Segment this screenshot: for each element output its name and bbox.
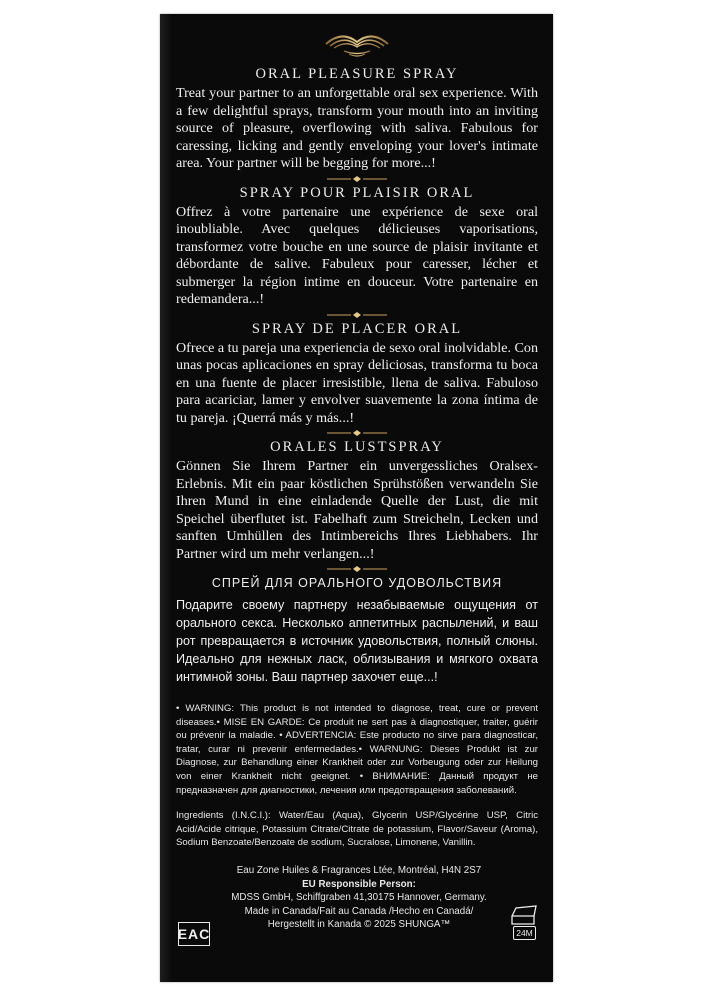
pao-jar-icon (506, 904, 540, 946)
section-title-ru: СПРЕЙ ДЛЯ ОРАЛЬНОГО УДОВОЛЬСТВИЯ (211, 576, 503, 590)
footer-area (176, 864, 538, 954)
gold-divider-icon (176, 427, 538, 439)
section-body-de: Gönnen Sie Ihrem Partner ein unvergessliches Oralsex-Erlebnis. Mit ein paar köstlichen Sprühstößen verwandeln Sie Ihren Mund in eine einladende Quelle der Lust, die mit Speichel überflutet ist. Fabelhaft zum Streicheln, Lecken und sanften Umhüllen des Intimbereichs Ihres Liebhabers. Ihr Partner wird um mehr verlangen...! (176, 458, 538, 562)
eac-mark-icon (178, 922, 210, 946)
gold-divider-icon (176, 563, 538, 575)
box-content (176, 26, 538, 954)
section-title-en: ORAL PLEASURE SPRAY (255, 66, 459, 82)
eu-responsible-label: EU Responsible Person: (302, 878, 416, 890)
box-edge-shading (160, 14, 172, 982)
spacer (176, 686, 538, 702)
warning-text: • WARNING: This product is not intended to diagnose, treat, cure or prevent diseases.• MISE EN GARDE: Ce produit ne sert pas à diagnostiquer, traiter, guérir ou prévenir la maladie. • ADVERTENCIA: Este producto no sirve para diagnosticar, tratar, curar ni prevenir enfermedades.• WARNUNG: Dieses Produkt ist zur Diagnose, zur Behandlung einer Krankheit oder zur Vorbeugung oder zur Heilung von einer Krankheit nicht geeignet. • ВНИМАНИЕ: Данный продукт не предназначен для диагностики, лечения или предотвращения заболеваний. (176, 703, 538, 796)
copyright-line: Hergestellt in Kanada © 2025 SHUNGA™ (267, 919, 451, 931)
section-title-fr: SPRAY POUR PLAISIR ORAL (239, 184, 475, 201)
section-body-es: Ofrece a tu pareja una experiencia de sexo oral inolvidable. Con unas pocas aplicaciones en spray deliciosas, transforma tu boca en una fuente de placer irresistible, llena de saliva. Fabuloso para acariciar, lamer y envolver suavemente la zona íntima de tu pareja. ¡Querrá más y más...! (176, 339, 538, 426)
gold-divider-icon (176, 173, 538, 185)
ingredients-text: Ingredients (I.N.C.I.): Water/Eau (Aqua), Glycerin USP/Glycérine USP, Citric Acid/Acide citrique, Potassium Citrate/Citrate de potassium, Flavor/Saveur (Aroma), Sodium Benzoate/Benzoate de sodium, Sucralose, Limonene, Vanillin. (176, 810, 538, 849)
section-body-en: Treat your partner to an unforgettable oral sex experience. With a few delightful sprays, transform your mouth into an inviting source of pleasure, overflowing with saliva. Fabulous for caressing, licking and gently enveloping your lover's intimate area. Your partner will be begging for more...! (176, 85, 538, 171)
pao-label: 24M (513, 926, 536, 940)
footer-text (216, 864, 502, 932)
section-body-fr: Offrez à votre partenaire une expérience de sexe oral inoubliable. Avec quelques délicieuses vaporisations, transformez votre bouche en une source de plaisir invitante et débordante de salive. Fabuleux pour caresser, lécher et submerger la région intime en douceur. Votre partenaire en redemandera...! (176, 203, 538, 307)
shunga-emblem-icon (176, 26, 538, 66)
eu-responsible-address: MDSS GmbH, Schiffgraben 41,30175 Hannover, Germany. (231, 892, 487, 904)
spacer (176, 797, 538, 809)
made-in-line: Made in Canada/Fait au Canada /Hecho en Canadá/ (244, 905, 474, 917)
manufacturer-line: Eau Zone Huiles & Fragrances Ltée, Montréal, H4N 2S7 (236, 864, 482, 876)
eac-mark-label: EAC (177, 925, 211, 942)
gold-divider-icon (176, 309, 538, 321)
section-title-de: ORALES LUSTSPRAY (270, 439, 444, 455)
section-body-ru: Подарите своему партнеру незабываемые ощущения от орального секса. Несколько аппетитных распылений, и ваш рот превращается в источник удовольствия, полный слюны. Идеально для нежных ласк, облизывания и мягкого охвата интимной зоны. Ваш партнер захочет еще...! (176, 598, 538, 684)
section-title-es: SPRAY DE PLACER ORAL (251, 320, 463, 337)
